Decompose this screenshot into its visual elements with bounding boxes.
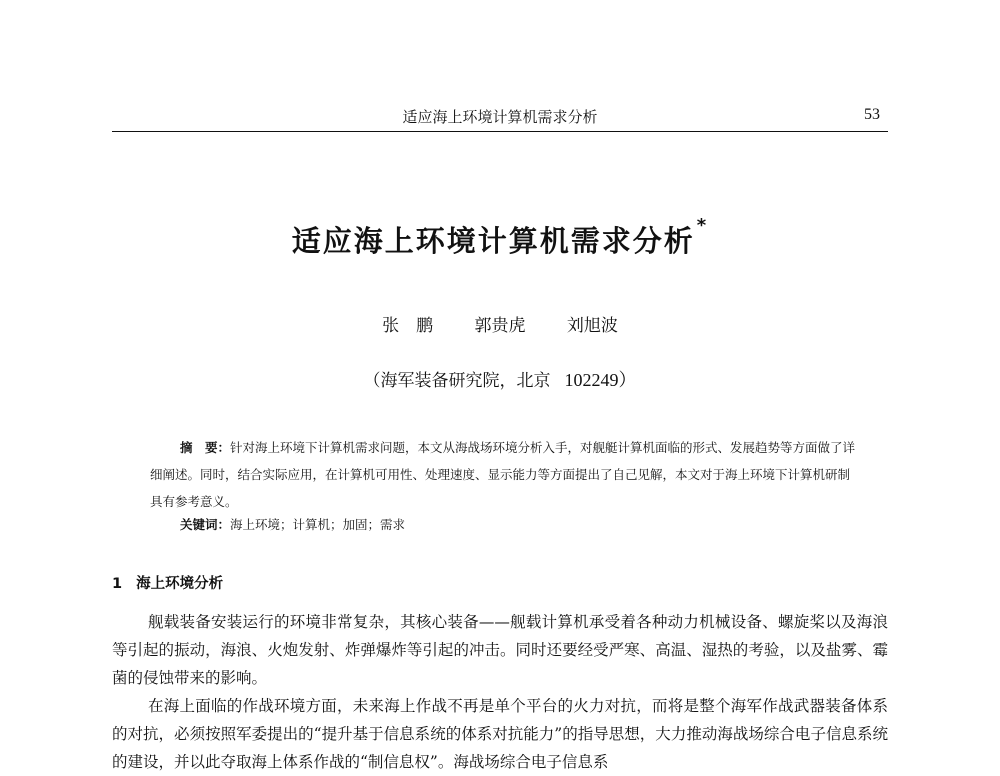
section-heading — [112, 572, 223, 593]
author-3: 刘旭波 — [566, 316, 618, 336]
abstract-label: 摘 要： — [180, 440, 231, 455]
section-number: 1 — [112, 576, 123, 592]
author-list — [0, 311, 1000, 336]
keywords-label: 关键词： — [180, 517, 231, 532]
author-1: 张 鹏 — [382, 316, 434, 336]
article-title-text: 适应海上环境计算机需求分析 — [291, 224, 695, 258]
keywords-text: 海上环境；计算机；加固；需求 — [230, 517, 406, 532]
section-body — [112, 608, 888, 776]
running-title: 适应海上环境计算机需求分析 — [402, 108, 598, 126]
keywords — [180, 515, 860, 535]
affiliation-postcode: 102249） — [564, 370, 637, 390]
article-title — [0, 215, 1000, 260]
page-number: 53 — [864, 106, 880, 123]
abstract-text: 针对海上环境下计算机需求问题，本文从海战场环境分析入手，对舰艇计算机面临的形式、发展趋势等方面做了详细阐述。同时，结合实际应用，在计算机可用性、处理速度、显示能力等方面提出了自己见解，本文对于海上环境下计算机研制具有参考意义。 — [150, 440, 856, 509]
header-rule — [112, 131, 888, 132]
title-footnote-mark: * — [696, 215, 709, 236]
section-title: 海上环境分析 — [136, 576, 224, 592]
body-paragraph-2: 在海上面临的作战环境方面，未来海上作战不再是单个平台的火力对抗，而将是整个海军作战武器装备体系的对抗，必须按照军委提出的“提升基于信息系统的体系对抗能力”的指导思想，大力推动海战场综合电子信息系统的建设，并以此夺取海上体系作战的“制信息权”。海战场综合电子信息系 — [112, 697, 888, 771]
affiliation — [0, 366, 1000, 392]
body-paragraph-1: 舰载装备安装运行的环境非常复杂，其核心装备——舰载计算机承受着各种动力机械设备、螺旋桨以及海浪等引起的振动，海浪、火炮发射、炸弹爆炸等引起的冲击。同时还要经受严寒、高温、湿热的考验，以及盐雾、霉菌的侵蚀带来的影响。 — [112, 613, 888, 687]
author-2: 郭贵虎 — [474, 316, 526, 336]
abstract — [150, 434, 858, 515]
affiliation-name: （海军装备研究院，北京 — [363, 371, 551, 391]
running-header — [112, 106, 888, 128]
